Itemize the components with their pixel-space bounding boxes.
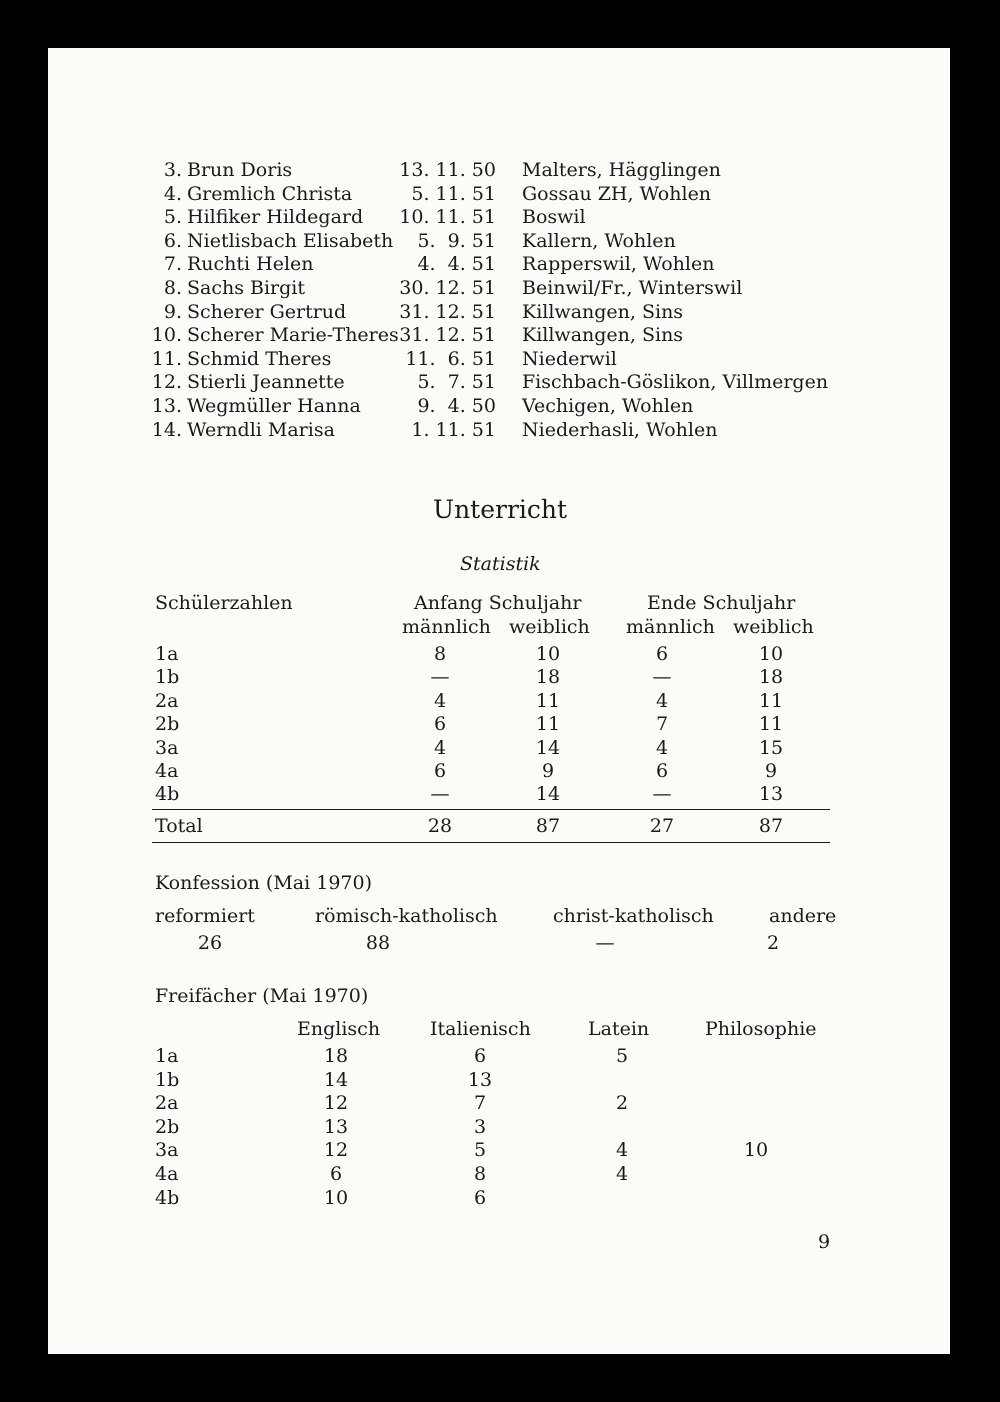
student-birthdate: 10. 11. 51 — [399, 206, 496, 228]
total-rule-top — [152, 809, 830, 810]
student-name: Stierli Jeannette — [187, 371, 345, 393]
stats-female-end: weiblich — [733, 616, 814, 638]
freifaecher-row-value: 6 — [329, 1163, 343, 1185]
stats-row-value: 9 — [764, 760, 778, 782]
stats-row-value: 18 — [535, 666, 561, 688]
stats-row-value: 14 — [535, 783, 561, 805]
student-name: Hilfiker Hildegard — [187, 206, 364, 228]
freifaecher-row-class: 1b — [155, 1069, 180, 1091]
student-number: 10. — [151, 324, 182, 346]
student-birthdate: 13. 11. 50 — [399, 159, 496, 181]
student-place: Fischbach-Göslikon, Villmergen — [522, 371, 829, 393]
student-name: Wegmüller Hanna — [187, 395, 361, 417]
total-female-end: 87 — [758, 815, 784, 837]
student-place: Killwangen, Sins — [522, 324, 684, 346]
stats-male-start: männlich — [402, 616, 491, 638]
student-number: 13. — [151, 395, 182, 417]
freifaecher-row-value: 12 — [323, 1139, 349, 1161]
konfession-heading: Konfession (Mai 1970) — [155, 872, 373, 894]
stats-row-class: 2a — [155, 690, 179, 712]
student-number: 3. — [163, 159, 182, 181]
stats-row-value: 14 — [535, 737, 561, 759]
student-place: Niederhasli, Wohlen — [522, 419, 718, 441]
freifaecher-row-value: 5 — [615, 1045, 629, 1067]
stats-row-value: 11 — [535, 713, 561, 735]
freifaecher-row-class: 4a — [155, 1163, 179, 1185]
student-place: Malters, Hägglingen — [522, 159, 721, 181]
student-birthdate: 1. 11. 51 — [411, 419, 496, 441]
student-number: 4. — [163, 183, 182, 205]
stats-row-value: 4 — [655, 737, 669, 759]
freifaecher-row-value: 5 — [473, 1139, 487, 1161]
subtitle: Statistik — [460, 553, 541, 575]
freifaecher-row-value: 2 — [615, 1092, 629, 1114]
stats-group-start: Anfang Schuljahr — [414, 592, 582, 614]
student-place: Boswil — [522, 206, 586, 228]
stats-row-value: 8 — [433, 643, 447, 665]
student-number: 6. — [163, 230, 182, 252]
konfession-value-andere: 2 — [766, 932, 780, 954]
freifaecher-row-class: 4b — [155, 1187, 180, 1209]
freifaecher-row-value: 13 — [467, 1069, 493, 1091]
stats-female-start: weiblich — [509, 616, 590, 638]
freifaecher-row-value: 7 — [473, 1092, 487, 1114]
student-place: Killwangen, Sins — [522, 301, 684, 323]
student-birthdate: 5. 11. 51 — [411, 183, 496, 205]
stats-row-value: 13 — [758, 783, 784, 805]
total-male-end: 27 — [649, 815, 675, 837]
student-place: Rapperswil, Wohlen — [522, 253, 715, 275]
freifaecher-row-value: 6 — [473, 1187, 487, 1209]
stats-row-class: 3a — [155, 737, 179, 759]
freifaecher-row-value: 14 — [323, 1069, 349, 1091]
student-birthdate: 11. 6. 51 — [405, 348, 496, 370]
student-birthdate: 9. 4. 50 — [417, 395, 496, 417]
stats-row-value: 11 — [758, 690, 784, 712]
stats-label: Schülerzahlen — [155, 592, 293, 614]
total-rule-bottom — [152, 842, 830, 843]
student-number: 12. — [151, 371, 182, 393]
stats-row-value: 6 — [655, 643, 669, 665]
stats-row-class: 1a — [155, 643, 179, 665]
freifaecher-col-italienisch: Italienisch — [430, 1018, 531, 1040]
freifaecher-row-class: 2a — [155, 1092, 179, 1114]
stats-row-value: 11 — [535, 690, 561, 712]
freifaecher-row-value: 18 — [323, 1045, 349, 1067]
freifaecher-col-latein: Latein — [588, 1018, 650, 1040]
student-place: Niederwil — [522, 348, 617, 370]
stats-row-value: 4 — [655, 690, 669, 712]
student-number: 7. — [163, 253, 182, 275]
student-name: Brun Doris — [187, 159, 293, 181]
student-number: 9. — [163, 301, 182, 323]
student-place: Gossau ZH, Wohlen — [522, 183, 712, 205]
konfession-col-christ: christ-katholisch — [553, 905, 714, 927]
freifaecher-row-value: 6 — [473, 1045, 487, 1067]
student-name: Werndli Marisa — [187, 419, 335, 441]
student-place: Kallern, Wohlen — [522, 230, 676, 252]
konfession-value-christ: — — [595, 932, 615, 954]
freifaecher-row-class: 1a — [155, 1045, 179, 1067]
student-name: Ruchti Helen — [187, 253, 314, 275]
student-number: 14. — [151, 419, 182, 441]
stats-group-end: Ende Schuljahr — [647, 592, 796, 614]
student-name: Sachs Birgit — [187, 277, 306, 299]
student-birthdate: 5. 9. 51 — [417, 230, 496, 252]
freifaecher-row-value: 10 — [743, 1139, 769, 1161]
stats-row-class: 2b — [155, 713, 180, 735]
konfession-value-roemisch: 88 — [365, 932, 391, 954]
freifaecher-row-value: 12 — [323, 1092, 349, 1114]
stats-row-value: 6 — [433, 760, 447, 782]
konfession-col-andere: andere — [769, 905, 837, 927]
student-name: Gremlich Christa — [187, 183, 353, 205]
stats-row-value: 4 — [433, 737, 447, 759]
student-name: Schmid Theres — [187, 348, 332, 370]
stats-row-value: 15 — [758, 737, 784, 759]
student-name: Scherer Marie-Theres — [187, 324, 399, 346]
konfession-col-reformiert: reformiert — [155, 905, 255, 927]
freifaecher-col-englisch: Englisch — [297, 1018, 381, 1040]
stats-row-value: 4 — [433, 690, 447, 712]
stats-row-value: 7 — [655, 713, 669, 735]
stats-row-value: — — [652, 666, 672, 688]
freifaecher-row-class: 2b — [155, 1116, 180, 1138]
freifaecher-row-value: 4 — [615, 1139, 629, 1161]
total-label: Total — [155, 815, 203, 837]
student-name: Nietlisbach Elisabeth — [187, 230, 394, 252]
document-page — [48, 48, 950, 1354]
stats-row-value: — — [430, 783, 450, 805]
konfession-value-reformiert: 26 — [197, 932, 223, 954]
freifaecher-col-philosophie: Philosophie — [705, 1018, 817, 1040]
stats-row-value: 11 — [758, 713, 784, 735]
konfession-col-roemisch: römisch-katholisch — [315, 905, 498, 927]
student-birthdate: 5. 7. 51 — [417, 371, 496, 393]
stats-row-value: 18 — [758, 666, 784, 688]
total-female-start: 87 — [535, 815, 561, 837]
student-birthdate: 31. 12. 51 — [399, 324, 496, 346]
freifaecher-row-value: 10 — [323, 1187, 349, 1209]
freifaecher-row-value: 8 — [473, 1163, 487, 1185]
student-place: Vechigen, Wohlen — [522, 395, 694, 417]
freifaecher-row-value: 4 — [615, 1163, 629, 1185]
stats-row-value: 6 — [433, 713, 447, 735]
stats-row-class: 4a — [155, 760, 179, 782]
stats-male-end: männlich — [626, 616, 715, 638]
stats-row-class: 1b — [155, 666, 180, 688]
total-male-start: 28 — [427, 815, 453, 837]
stats-row-value: — — [652, 783, 672, 805]
student-number: 11. — [151, 348, 182, 370]
freifaecher-heading: Freifächer (Mai 1970) — [155, 985, 369, 1007]
freifaecher-row-value: 3 — [473, 1116, 487, 1138]
student-number: 5. — [163, 206, 182, 228]
stats-row-value: 6 — [655, 760, 669, 782]
page-number: 9 — [818, 1231, 831, 1253]
student-birthdate: 30. 12. 51 — [399, 277, 496, 299]
section-title: Unterricht — [433, 495, 568, 524]
student-birthdate: 31. 12. 51 — [399, 301, 496, 323]
stats-row-class: 4b — [155, 783, 180, 805]
stats-row-value: 10 — [535, 643, 561, 665]
student-number: 8. — [163, 277, 182, 299]
student-name: Scherer Gertrud — [187, 301, 347, 323]
stats-row-value: 10 — [758, 643, 784, 665]
freifaecher-row-value: 13 — [323, 1116, 349, 1138]
freifaecher-row-class: 3a — [155, 1139, 179, 1161]
student-place: Beinwil/Fr., Winterswil — [522, 277, 743, 299]
student-birthdate: 4. 4. 51 — [417, 253, 496, 275]
stats-row-value: 9 — [541, 760, 555, 782]
stats-row-value: — — [430, 666, 450, 688]
